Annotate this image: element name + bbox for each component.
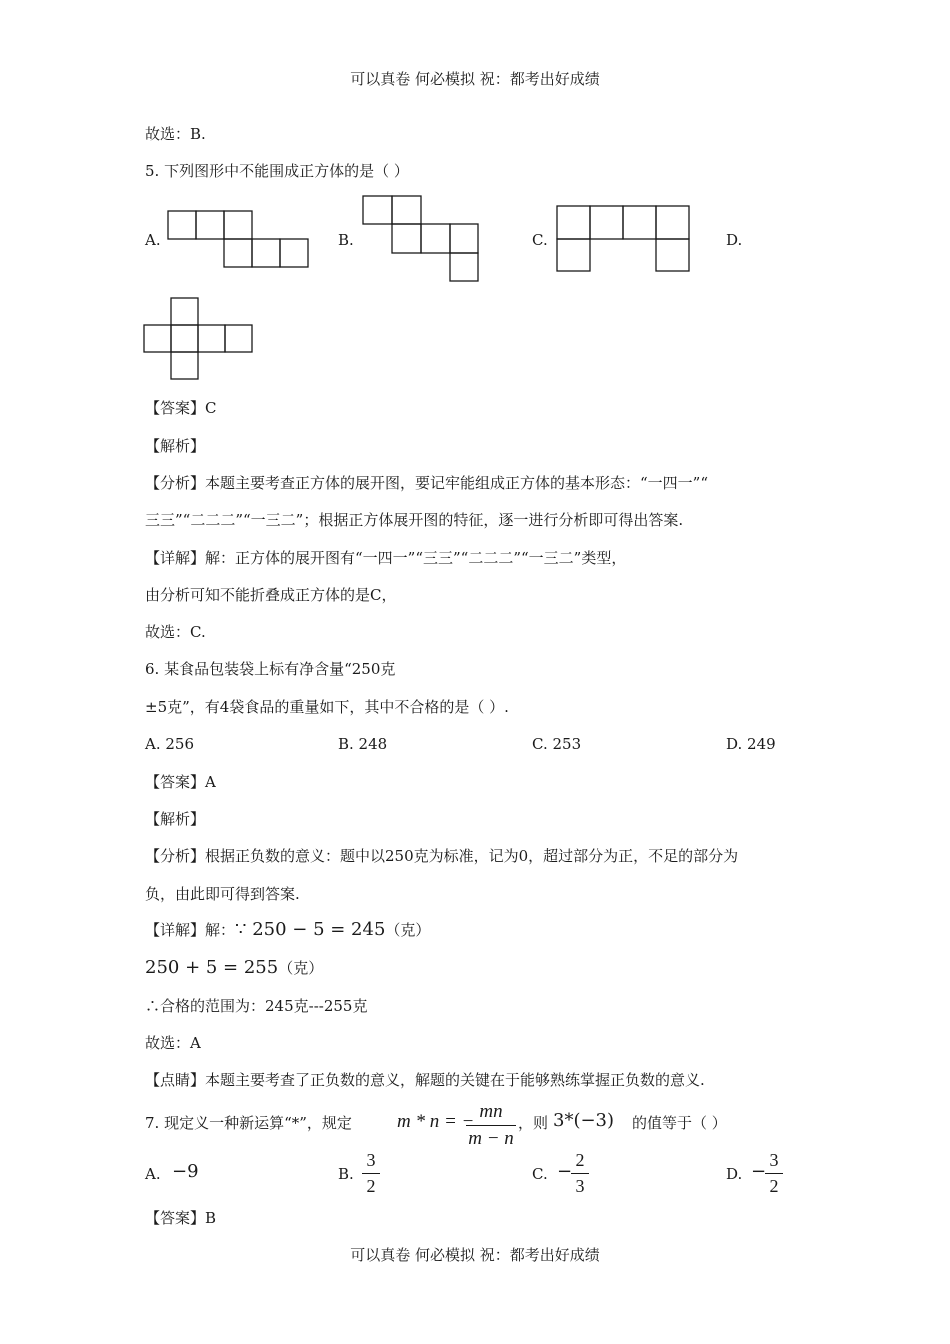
q6-fenxi-line1: 【分析】根据正负数的意义：题中以250克为标准，记为0，超过部分为正，不足的部分为 — [145, 847, 739, 865]
q6-jiexi: 【解析】 — [145, 810, 206, 828]
q7-stem-pre: 7. 现定义一种新运算“*”，规定 — [145, 1114, 352, 1132]
q5-fenxi-line1: 【分析】本题主要考查正方体的展开图，要记牢能组成正方体的基本形态：“一四一”“ — [145, 474, 709, 492]
q5-net-c — [556, 205, 692, 273]
q7-option-c-fraction — [571, 1150, 589, 1197]
q7-option-d-sign-text: − — [751, 1161, 767, 1182]
q5-option-a-label: A. — [145, 231, 161, 249]
q5-option-b-label: B. — [338, 231, 354, 249]
q5-final: 故选：C. — [145, 623, 206, 641]
q7-frac-bar — [466, 1125, 516, 1126]
q7-expr — [553, 1111, 614, 1131]
q6-option-a: A. 256 — [145, 735, 194, 753]
q6-option-c: C. 253 — [532, 735, 582, 753]
q7-option-c-bar — [571, 1173, 589, 1174]
q7-frac-den: m − n — [468, 1128, 514, 1149]
q5-net-d — [142, 297, 255, 381]
q7-option-c-num: 2 — [575, 1150, 585, 1170]
page-footer: 可以真卷 何必模拟 祝：都考出好成绩 — [350, 1246, 600, 1264]
q6-xiangjie-line1 — [145, 920, 430, 940]
q7-option-b-bar — [362, 1173, 380, 1174]
q7-option-a-value — [172, 1162, 199, 1182]
q6-xiangjie-equation: ∵ 250 − 5 = 245 — [235, 919, 386, 940]
q7-answer: 【答案】B — [145, 1209, 217, 1227]
q6-stem-line2: ±5克”，有4袋食品的重量如下，其中不合格的是（ ）. — [145, 698, 509, 716]
q7-option-d-label: D. — [726, 1165, 743, 1183]
q5-jiexi: 【解析】 — [145, 437, 206, 455]
q7-lhs-expr: m * n = − — [397, 1111, 475, 1132]
q6-answer: 【答案】A — [145, 773, 216, 791]
q7-lhs — [397, 1112, 474, 1132]
q6-stem-line1: 6. 某食品包装袋上标有净含量“250克 — [145, 660, 396, 678]
q7-option-b-den: 2 — [366, 1176, 376, 1196]
q7-option-c-den: 3 — [575, 1176, 585, 1196]
q7-option-c-sign-text: − — [557, 1161, 573, 1182]
q7-option-b-label: B. — [338, 1165, 354, 1183]
q7-expr-text: 3*(−3) — [553, 1110, 615, 1131]
q7-fraction — [466, 1101, 516, 1150]
q6-option-d: D. 249 — [726, 735, 776, 753]
q6-dianjing: 【点睛】本题主要考查了正负数的意义，解题的关键在于能够熟练掌握正负数的意义. — [145, 1071, 705, 1089]
q7-option-c-label: C. — [532, 1165, 548, 1183]
q6-final: 故选：A — [145, 1034, 201, 1052]
q7-stem-post: 的值等于（ ） — [632, 1114, 727, 1132]
q7-option-d-den: 2 — [769, 1176, 779, 1196]
q7-stem-mid: ，则 — [518, 1114, 549, 1132]
q7-option-b-fraction — [362, 1150, 380, 1197]
q6-option-b: B. 248 — [338, 735, 388, 753]
q7-option-d-fraction — [765, 1150, 783, 1197]
q5-answer: 【答案】C — [145, 399, 217, 417]
q6-xiangjie-line2 — [145, 958, 323, 978]
q7-option-d-sign — [751, 1162, 766, 1182]
q7-option-d-num: 3 — [769, 1150, 779, 1170]
q5-option-c-label: C. — [532, 231, 548, 249]
q5-xiangjie-line1: 【详解】解：正方体的展开图有“一四一”“三三”“二二二”“一三二”类型， — [145, 549, 627, 567]
q7-frac-num: mn — [479, 1101, 503, 1122]
q7-option-b-num: 3 — [366, 1150, 376, 1170]
q5-xiangjie-line2: 由分析可知不能折叠成正方体的是C， — [145, 586, 397, 604]
q7-option-d-bar — [765, 1173, 783, 1174]
q6-xiangjie-label: 【详解】解： — [145, 921, 236, 939]
q6-line2-unit: （克） — [278, 959, 324, 977]
q5-net-b — [362, 195, 480, 283]
q5-option-d-label: D. — [726, 231, 743, 249]
q5-net-a — [167, 210, 310, 270]
prev-answer-line: 故选：B. — [145, 125, 206, 143]
q6-line2-equation: 250 + 5 = 255 — [145, 957, 279, 978]
q6-range: ∴合格的范围为：245克---255克 — [145, 997, 368, 1015]
q6-fenxi-line2: 负，由此即可得到答案. — [145, 885, 300, 903]
q6-xiangjie-unit: （克） — [385, 921, 431, 939]
q5-fenxi-line2: 三三”“二二二”“一三二”；根据正方体展开图的特征，逐一进行分析即可得出答案. — [145, 511, 684, 529]
q7-option-a-label: A. — [145, 1165, 161, 1183]
q5-stem: 5. 下列图形中不能围成正方体的是（ ） — [145, 162, 409, 180]
q7-option-c-sign — [557, 1162, 572, 1182]
q7-option-a-value-text: −9 — [172, 1161, 199, 1182]
page-header: 可以真卷 何必模拟 祝：都考出好成绩 — [350, 70, 600, 88]
